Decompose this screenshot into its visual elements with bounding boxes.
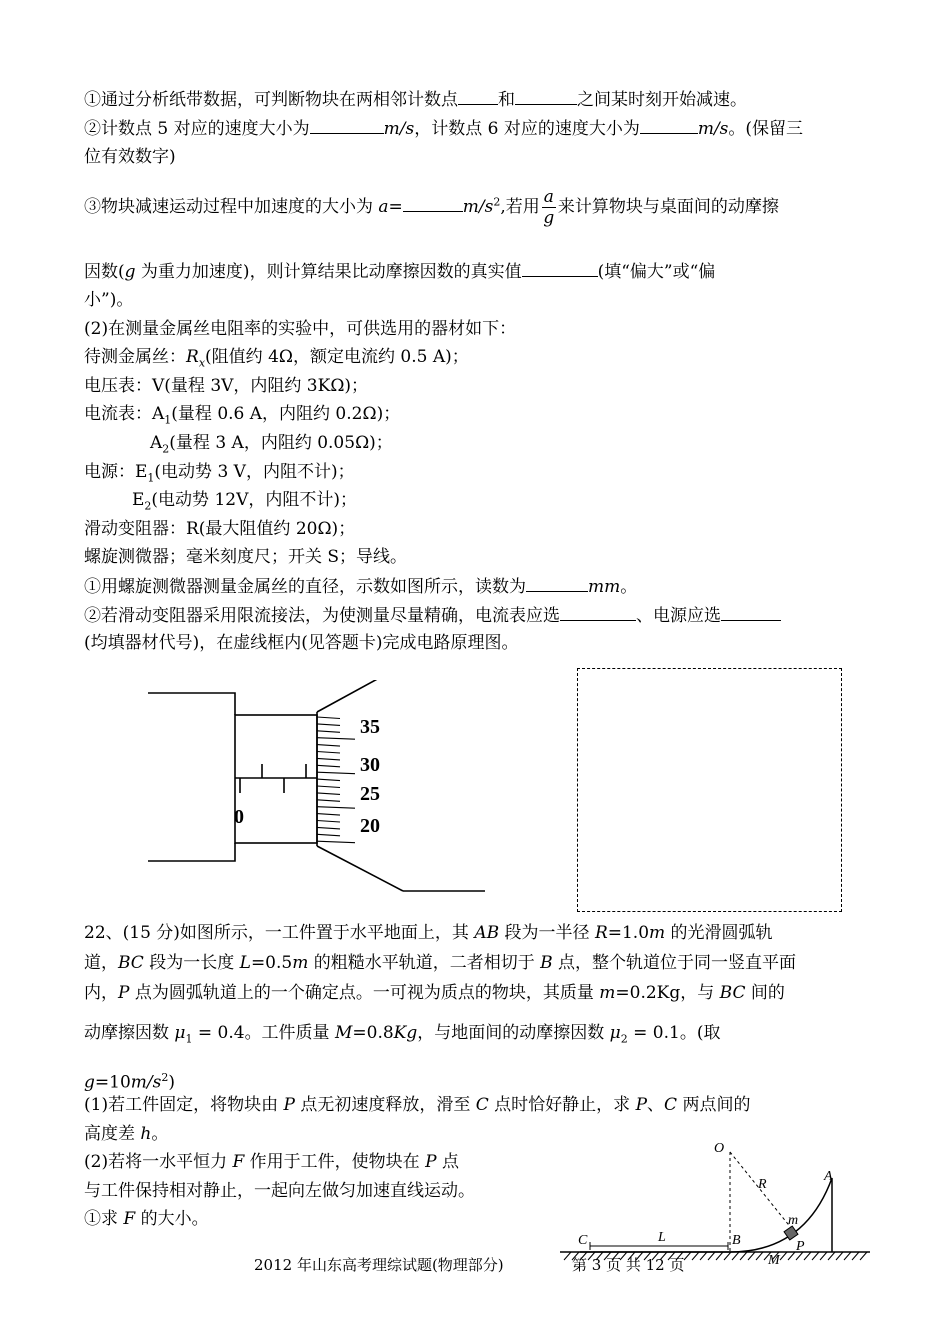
q1-line4: 因数(g 为重力加速度)，则计算结果比动摩擦因数的真实值 (填“偏大”或“偏	[84, 262, 716, 282]
ground-hatch	[756, 1252, 763, 1260]
q2-ammeter-a2: $A_2$(量程 3 A，内阻约 0.05Ω)；	[150, 433, 393, 456]
q1-line2b: 位有效数字)	[84, 147, 176, 167]
thimble-tick	[317, 841, 355, 843]
ground-hatch	[564, 1252, 571, 1260]
ground-hatch	[708, 1252, 715, 1260]
q22-part1-line2: 高度差 h。	[84, 1124, 169, 1144]
q22-part2-line2: 与工件保持相对静止，一起向左做匀加速直线运动。	[84, 1181, 475, 1201]
blank-bias[interactable]	[522, 260, 598, 277]
ground-hatch	[724, 1252, 731, 1260]
label-l: L	[658, 1230, 666, 1245]
q22-part2-line1: (2)若将一水平恒力 F 作用于工件，使物块在 P 点	[84, 1152, 459, 1172]
ground-hatch	[780, 1252, 787, 1260]
label-a: A	[824, 1169, 833, 1184]
ground-hatch	[716, 1252, 723, 1260]
q1-line2: ②计数点 5 对应的速度大小为 m/s，计数点 6 对应的速度大小为 m/s。(保留三	[84, 119, 804, 139]
fraction-a-over-g: $\frac{a}{g}$	[543, 187, 555, 228]
thimble-tick	[317, 779, 340, 781]
track-figure	[560, 1138, 870, 1268]
ground-hatch	[836, 1252, 843, 1260]
blank-count-point-2[interactable]	[515, 88, 577, 105]
ground-hatch	[804, 1252, 811, 1260]
ground-hatch	[700, 1252, 707, 1260]
ground-hatch	[684, 1252, 691, 1260]
thimble-label-25: 25	[360, 783, 380, 805]
thimble-tick	[317, 834, 340, 836]
q2-source-e1: 电源：$E_1$(电动势 3 V，内阻不计)；	[84, 462, 355, 485]
ground-hatch	[692, 1252, 699, 1260]
q22-line4: 动摩擦因数 $\mu_1 = 0.4$。工件质量 M=0.8Kg，与地面间的动摩擦因数 $\mu_2 = 0.1$。(取	[84, 1023, 721, 1046]
q1-line3: ③物块减速运动过程中加速度的大小为 $a= m/s^2$,若用 $\frac{a}{g}$ 来计算物块与桌面间的动摩擦	[84, 187, 779, 228]
label-b: B	[732, 1233, 741, 1248]
q2-misc: 螺旋测微器；毫米刻度尺；开关 S；导线。	[84, 547, 408, 567]
thimble-tick	[317, 786, 340, 788]
circuit-answer-box[interactable]	[577, 668, 842, 912]
q22-part2-line3: ①求 F 的大小。	[84, 1209, 209, 1229]
thimble-label-30: 30	[360, 754, 380, 776]
frame-bottom	[148, 843, 235, 861]
thimble-tick	[317, 827, 340, 829]
blank-ammeter-choice[interactable]	[560, 604, 636, 621]
thimble-tick	[317, 717, 340, 719]
blank-source-choice[interactable]	[721, 604, 781, 621]
thimble-tick	[317, 731, 340, 733]
blank-count-point-1[interactable]	[458, 88, 498, 105]
q2-rx: 待测金属丝：$R_x$(阻值约 4Ω，额定电流约 0.5 A)；	[84, 347, 469, 370]
blank-v6[interactable]	[640, 117, 698, 134]
label-p: P	[796, 1239, 805, 1254]
q22-part1-line1: (1)若工件固定，将物块由 P 点无初速度释放，滑至 C 点时恰好静止，求 P、C 两点间的	[84, 1095, 751, 1115]
ground-hatch	[860, 1252, 867, 1260]
thimble-tick	[317, 800, 340, 802]
q1-line5: 小”)。	[84, 290, 134, 310]
thimble-tick	[317, 772, 355, 774]
ground-hatch	[788, 1252, 795, 1260]
ground-hatch	[820, 1252, 827, 1260]
blank-v5[interactable]	[310, 117, 384, 134]
footer-title: 2012 年山东高考理综试题(物理部分)	[254, 1256, 504, 1274]
q22-line3: 内，P 点为圆弧轨道上的一个确定点。一可视为质点的物块，其质量 m=0.2Kg，与 BC 间的	[84, 983, 785, 1003]
q2-source-e2: $E_2$(电动势 12V，内阻不计)；	[132, 490, 357, 513]
thimble-tick	[317, 758, 340, 760]
thimble-label-20: 20	[360, 815, 380, 837]
q22-line5: $g=10m/s^2$)	[84, 1071, 175, 1093]
thimble-tick	[317, 745, 340, 747]
q22-line2: 道，BC 段为一长度 L=0.5m 的粗糙水平轨道，二者相切于 B 点，整个轨道位于同一竖直平面	[84, 953, 797, 973]
thimble-scale	[317, 717, 355, 843]
ground-hatch	[852, 1252, 859, 1260]
blank-micrometer-reading[interactable]	[526, 575, 588, 592]
thimble-tick	[317, 752, 340, 754]
ground-hatch	[748, 1252, 755, 1260]
thimble-tick	[317, 724, 340, 726]
micrometer-figure	[140, 680, 500, 900]
label-m: m	[788, 1213, 799, 1228]
blank-acceleration[interactable]	[403, 195, 463, 212]
q2-voltmeter: 电压表：V(量程 3V，内阻约 3KΩ)；	[84, 376, 369, 396]
q2-ammeter-a1: 电流表：$A_1$(量程 0.6 A，内阻约 0.2Ω)；	[84, 404, 401, 427]
q2-step2b: (均填器材代号)，在虚线框内(见答题卡)完成电路原理图。	[84, 633, 519, 653]
q2-intro: (2)在测量金属丝电阻率的实验中，可供选用的器材如下：	[84, 319, 517, 339]
thimble-tick	[317, 814, 340, 816]
thimble-bottom-taper	[317, 846, 403, 891]
q2-step2: ②若滑动变阻器采用限流接法，为使测量尽量精确，电流表应选 、电源应选	[84, 604, 781, 627]
q2-step1: ①用螺旋测微器测量金属丝的直径，示数如图所示，读数为 mm。	[84, 577, 638, 597]
frame-top	[148, 693, 235, 715]
ground-hatch	[812, 1252, 819, 1260]
thimble-tick	[317, 807, 355, 809]
sleeve-label-0: 0	[234, 806, 244, 828]
thimble-tick	[317, 793, 340, 795]
q2-rheostat: 滑动变阻器：R(最大阻值约 20Ω)；	[84, 519, 356, 539]
label-r: R	[758, 1177, 767, 1192]
radius-to-p-dashed	[730, 1152, 799, 1234]
footer-page: 第 3 页 共 12 页	[572, 1256, 685, 1274]
ground-hatch	[732, 1252, 739, 1260]
label-o: O	[714, 1141, 725, 1156]
ground-hatch	[844, 1252, 851, 1260]
thimble-tick	[317, 821, 340, 823]
ground-hatch	[740, 1252, 747, 1260]
thimble-tick	[317, 765, 340, 767]
thimble-top-taper	[317, 680, 403, 712]
label-c: C	[578, 1233, 588, 1248]
q1-line1: ①通过分析纸带数据，可判断物块在两相邻计数点 和 之间某时刻开始减速。	[84, 90, 747, 110]
thimble-label-35: 35	[360, 716, 380, 738]
q22-line1: 22、(15 分)如图所示，一工件置于水平地面上，其 AB 段为一半径 R=1.0m 的光滑圆弧轨	[84, 923, 773, 943]
sleeve	[235, 715, 317, 843]
ground-hatch	[828, 1252, 835, 1260]
label-big-m: M	[768, 1253, 780, 1268]
thimble-tick	[317, 738, 355, 740]
